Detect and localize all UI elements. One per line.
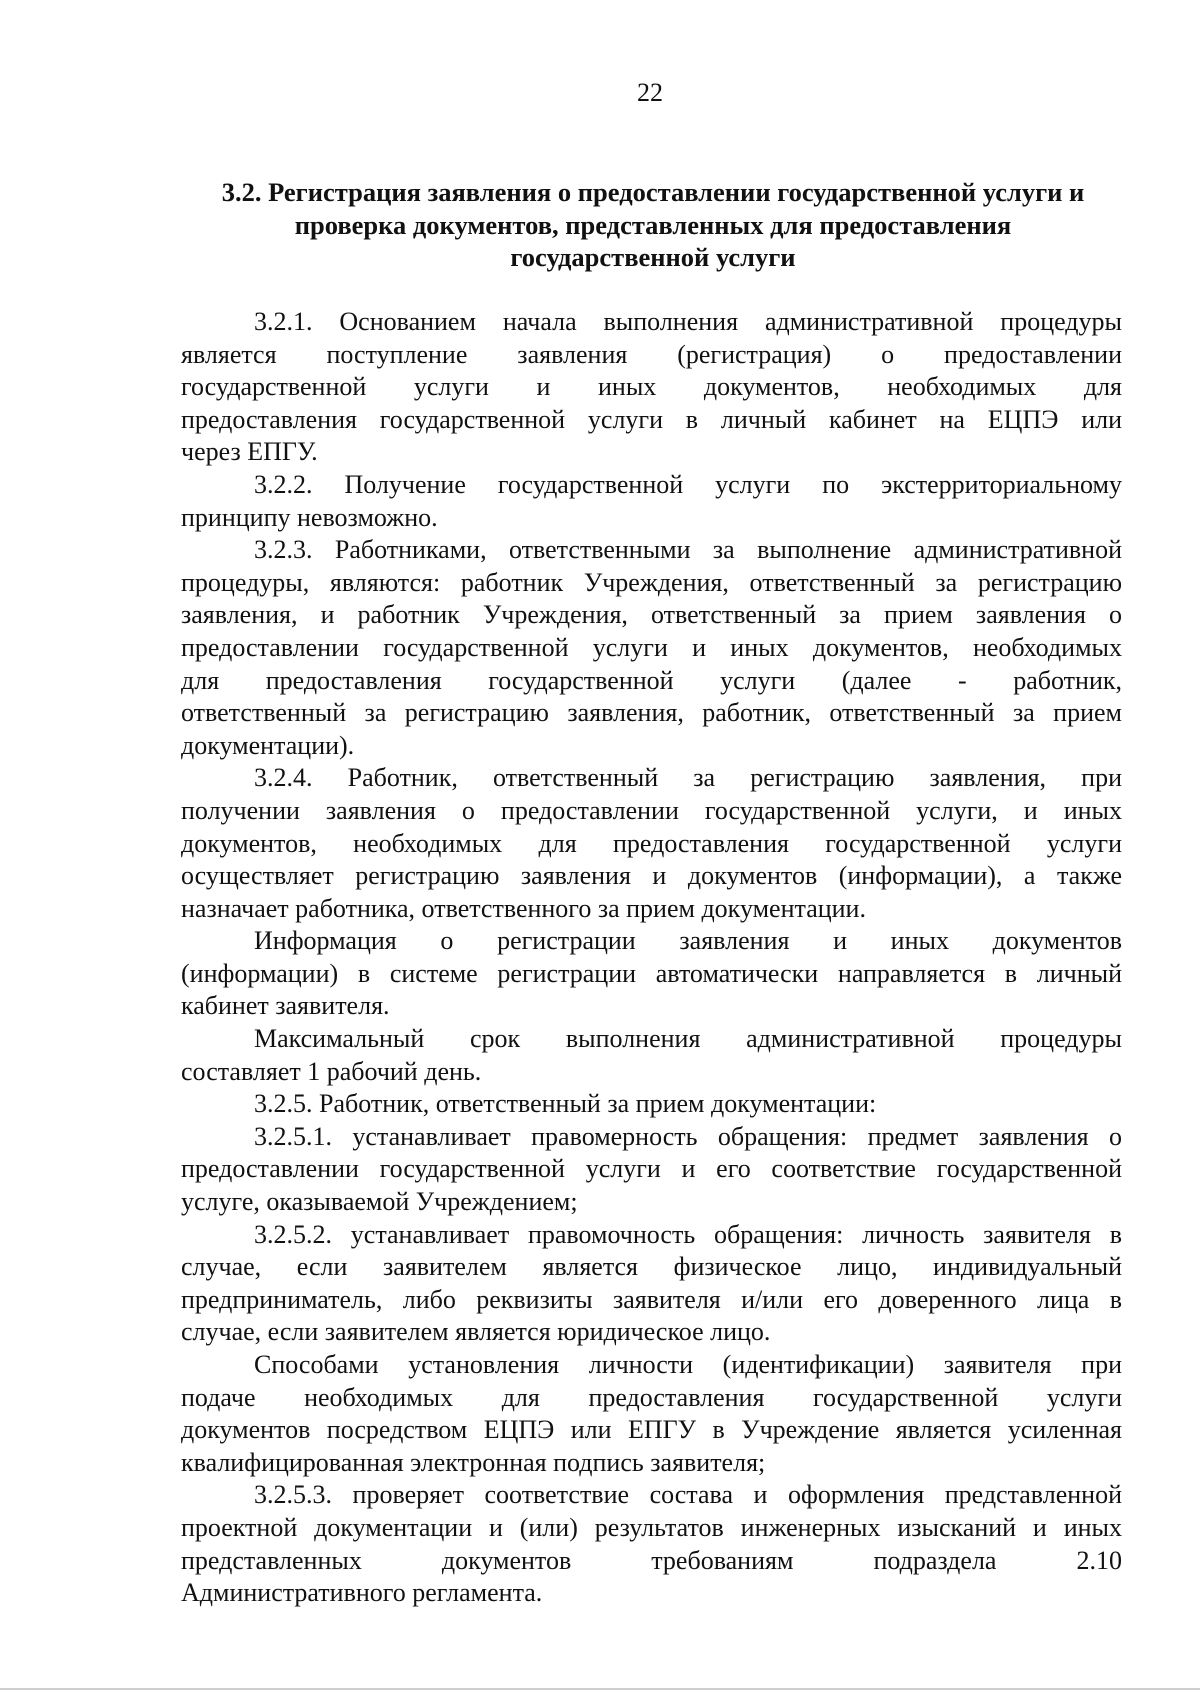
text-line: услуге, оказываемой Учреждением; bbox=[181, 1187, 578, 1217]
text-line: 3.2.5.3. проверяет соответствие состава и оформления представленной bbox=[254, 1480, 1122, 1510]
text-line: кабинет заявителя. bbox=[181, 991, 390, 1021]
text-line: государственной услуги и иных документов, необходимых для bbox=[181, 372, 1122, 402]
text-line: предоставлении государственной услуги и его соответствие государственной bbox=[181, 1154, 1122, 1184]
text-line: 3.2.3. Работниками, ответственными за выполнение административной bbox=[254, 535, 1122, 565]
text-line: (информации) в системе регистрации автоматически направляется в личный bbox=[181, 958, 1122, 988]
text-line: 3.2.1. Основанием начала выполнения административной процедуры bbox=[254, 307, 1122, 336]
document-body bbox=[181, 306, 1122, 1610]
text-line: квалифицированная электронная подпись заявителя; bbox=[181, 1447, 766, 1477]
text-line: для предоставления государственной услуги (далее - работник, bbox=[181, 665, 1122, 695]
text-line: назначает работника, ответственного за прием документации. bbox=[181, 893, 866, 923]
text-line: 3.2.5.1. устанавливает правомерность обращения: предмет заявления о bbox=[254, 1121, 1122, 1151]
text-line: предприниматель, либо реквизиты заявителя и/или его доверенного лица в bbox=[181, 1284, 1122, 1314]
text-line: документов посредством ЕЦПЭ или ЕПГУ в Учреждение является усиленная bbox=[181, 1415, 1122, 1445]
heading-line: 3.2. Регистрация заявления о предоставлении государственной услуги и bbox=[221, 177, 1085, 207]
page-bottom-edge bbox=[0, 1688, 1200, 1690]
text-line: составляет 1 рабочий день. bbox=[181, 1056, 482, 1086]
text-line: 3.2.5. Работник, ответственный за прием документации: bbox=[254, 1089, 877, 1119]
text-line: Способами установления личности (идентификации) заявителя при bbox=[254, 1350, 1122, 1379]
text-line: Максимальный срок выполнения административной процедуры bbox=[254, 1024, 1122, 1054]
text-line: через ЕПГУ. bbox=[181, 437, 318, 467]
text-line: предоставления государственной услуги в личный кабинет на ЕЦПЭ или bbox=[181, 404, 1122, 434]
text-line: 3.2.2. Получение государственной услуги по экстерриториальному bbox=[254, 469, 1122, 499]
text-line: принципу невозможно. bbox=[181, 502, 438, 532]
text-line: 3.2.4. Работник, ответственный за регистрацию заявления, при bbox=[254, 763, 1122, 793]
text-line: случае, если заявителем является физическое лицо, индивидуальный bbox=[181, 1252, 1122, 1282]
text-line: представленных документов требованиям подраздела 2.10 bbox=[181, 1545, 1122, 1575]
heading-line: государственной услуги bbox=[510, 242, 796, 272]
text-line: подаче необходимых для предоставления государственной услуги bbox=[181, 1382, 1122, 1412]
text-line: проектной документации и (или) результатов инженерных изысканий и иных bbox=[181, 1512, 1122, 1542]
text-line: получении заявления о предоставлении государственной услуги, и иных bbox=[181, 795, 1122, 825]
text-line: процедуры, являются: работник Учреждения, ответственный за регистрацию bbox=[181, 567, 1122, 597]
text-line: документации). bbox=[181, 730, 355, 760]
page-number: 22 bbox=[637, 78, 663, 107]
text-line: осуществляет регистрацию заявления и документов (информации), а также bbox=[181, 861, 1122, 891]
section-heading bbox=[184, 176, 1122, 274]
text-line: ответственный за регистрацию заявления, работник, ответственный за прием bbox=[181, 698, 1122, 728]
text-line: является поступление заявления (регистрация) о предоставлении bbox=[181, 339, 1122, 369]
text-line: документов, необходимых для предоставления государственной услуги bbox=[181, 828, 1122, 858]
text-line: заявления, и работник Учреждения, ответственный за прием заявления о bbox=[181, 600, 1122, 630]
heading-line: проверка документов, представленных для предоставления bbox=[294, 209, 1012, 240]
text-line: предоставлении государственной услуги и иных документов, необходимых bbox=[181, 632, 1122, 662]
text-line: Информация о регистрации заявления и иных документов bbox=[254, 926, 1122, 956]
text-line: 3.2.5.2. устанавливает правомочность обращения: личность заявителя в bbox=[254, 1219, 1122, 1249]
text-line: случае, если заявителем является юридическое лицо. bbox=[181, 1317, 771, 1347]
text-line: Административного регламента. bbox=[181, 1578, 543, 1608]
